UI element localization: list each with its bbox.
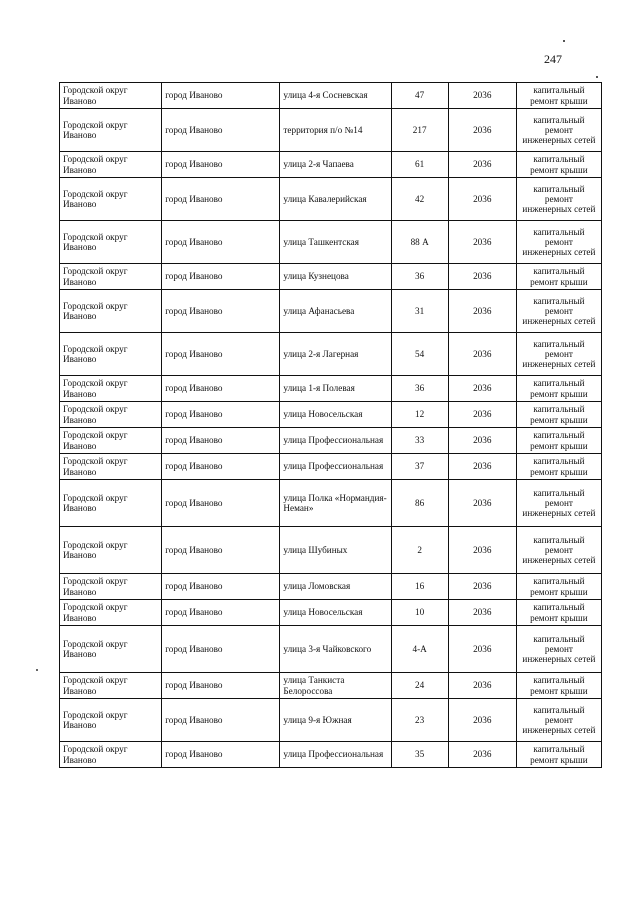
table-row: [60, 178, 602, 221]
city-cell: город Иваново: [162, 699, 280, 742]
street-cell: улица Профессиональная: [280, 428, 391, 454]
city-cell: город Иваново: [162, 600, 280, 626]
street-cell: улица Танкиста Белороссова: [280, 673, 391, 699]
work-type-cell: капитальный ремонт крыши: [516, 454, 601, 480]
house-number-cell: 2: [391, 527, 448, 574]
city-cell: город Иваново: [162, 221, 280, 264]
table-row: [60, 527, 602, 574]
year-cell: 2036: [448, 290, 516, 333]
municipality-cell: Городской округ Иваново: [60, 290, 162, 333]
table-row: [60, 83, 602, 109]
street-cell: улица Профессиональная: [280, 454, 391, 480]
house-number-cell: 54: [391, 333, 448, 376]
house-number-cell: 42: [391, 178, 448, 221]
city-cell: город Иваново: [162, 480, 280, 527]
street-cell: улица Профессиональная: [280, 742, 391, 768]
city-cell: город Иваново: [162, 376, 280, 402]
municipality-cell: Городской округ Иваново: [60, 402, 162, 428]
year-cell: 2036: [448, 402, 516, 428]
city-cell: город Иваново: [162, 290, 280, 333]
table-row: [60, 626, 602, 673]
table-row: [60, 600, 602, 626]
municipality-cell: Городской округ Иваново: [60, 109, 162, 152]
year-cell: 2036: [448, 454, 516, 480]
table-row: [60, 574, 602, 600]
municipality-cell: Городской округ Иваново: [60, 333, 162, 376]
work-type-cell: капитальный ремонт крыши: [516, 742, 601, 768]
house-number-cell: 217: [391, 109, 448, 152]
work-type-cell: капитальный ремонт инженерных сетей: [516, 178, 601, 221]
city-cell: город Иваново: [162, 454, 280, 480]
year-cell: 2036: [448, 109, 516, 152]
municipality-cell: Городской округ Иваново: [60, 264, 162, 290]
table-row: [60, 699, 602, 742]
work-type-cell: капитальный ремонт крыши: [516, 376, 601, 402]
municipality-cell: Городской округ Иваново: [60, 454, 162, 480]
city-cell: город Иваново: [162, 428, 280, 454]
table-row: [60, 428, 602, 454]
street-cell: улица Новосельская: [280, 600, 391, 626]
street-cell: улица 2-я Лагерная: [280, 333, 391, 376]
year-cell: 2036: [448, 178, 516, 221]
city-cell: город Иваново: [162, 527, 280, 574]
house-number-cell: 36: [391, 264, 448, 290]
work-type-cell: капитальный ремонт инженерных сетей: [516, 480, 601, 527]
year-cell: 2036: [448, 428, 516, 454]
street-cell: улица Кузнецова: [280, 264, 391, 290]
municipality-cell: Городской округ Иваново: [60, 221, 162, 264]
municipality-cell: Городской округ Иваново: [60, 600, 162, 626]
city-cell: город Иваново: [162, 83, 280, 109]
year-cell: 2036: [448, 376, 516, 402]
page-number: 247: [544, 52, 562, 66]
house-number-cell: 35: [391, 742, 448, 768]
municipality-cell: Городской округ Иваново: [60, 152, 162, 178]
work-type-cell: капитальный ремонт крыши: [516, 402, 601, 428]
work-type-cell: капитальный ремонт крыши: [516, 152, 601, 178]
street-cell: улица 9-я Южная: [280, 699, 391, 742]
street-cell: улица Ташкентская: [280, 221, 391, 264]
municipality-cell: Городской округ Иваново: [60, 480, 162, 527]
house-number-cell: 37: [391, 454, 448, 480]
municipality-cell: Городской округ Иваново: [60, 527, 162, 574]
street-cell: улица Ломовская: [280, 574, 391, 600]
table-row: [60, 480, 602, 527]
street-cell: улица Кавалерийская: [280, 178, 391, 221]
work-type-cell: капитальный ремонт крыши: [516, 83, 601, 109]
house-number-cell: 61: [391, 152, 448, 178]
municipality-cell: Городской округ Иваново: [60, 83, 162, 109]
work-type-cell: капитальный ремонт инженерных сетей: [516, 626, 601, 673]
year-cell: 2036: [448, 574, 516, 600]
scan-speck: [596, 76, 598, 78]
house-number-cell: 16: [391, 574, 448, 600]
year-cell: 2036: [448, 480, 516, 527]
work-type-cell: капитальный ремонт инженерных сетей: [516, 527, 601, 574]
table-body: [60, 83, 602, 768]
house-number-cell: 86: [391, 480, 448, 527]
table-row: [60, 333, 602, 376]
year-cell: 2036: [448, 152, 516, 178]
table-row: [60, 290, 602, 333]
house-number-cell: 10: [391, 600, 448, 626]
table-row: [60, 221, 602, 264]
house-number-cell: 4-А: [391, 626, 448, 673]
city-cell: город Иваново: [162, 109, 280, 152]
street-cell: улица 2-я Чапаева: [280, 152, 391, 178]
municipality-cell: Городской округ Иваново: [60, 742, 162, 768]
house-number-cell: 23: [391, 699, 448, 742]
year-cell: 2036: [448, 626, 516, 673]
house-number-cell: 88 А: [391, 221, 448, 264]
house-number-cell: 31: [391, 290, 448, 333]
table-row: [60, 376, 602, 402]
house-number-cell: 12: [391, 402, 448, 428]
house-number-cell: 33: [391, 428, 448, 454]
city-cell: город Иваново: [162, 626, 280, 673]
table-row: [60, 402, 602, 428]
work-type-cell: капитальный ремонт инженерных сетей: [516, 109, 601, 152]
year-cell: 2036: [448, 221, 516, 264]
municipality-cell: Городской округ Иваново: [60, 428, 162, 454]
year-cell: 2036: [448, 699, 516, 742]
municipality-cell: Городской округ Иваново: [60, 574, 162, 600]
municipality-cell: Городской округ Иваново: [60, 699, 162, 742]
year-cell: 2036: [448, 333, 516, 376]
city-cell: город Иваново: [162, 333, 280, 376]
street-cell: улица Новосельская: [280, 402, 391, 428]
repair-schedule-table: [59, 82, 602, 768]
work-type-cell: капитальный ремонт крыши: [516, 673, 601, 699]
municipality-cell: Городской округ Иваново: [60, 376, 162, 402]
city-cell: город Иваново: [162, 402, 280, 428]
street-cell: территория п/о №14: [280, 109, 391, 152]
scan-speck: [36, 669, 38, 671]
work-type-cell: капитальный ремонт инженерных сетей: [516, 221, 601, 264]
year-cell: 2036: [448, 673, 516, 699]
work-type-cell: капитальный ремонт крыши: [516, 264, 601, 290]
year-cell: 2036: [448, 600, 516, 626]
municipality-cell: Городской округ Иваново: [60, 626, 162, 673]
street-cell: улица 3-я Чайковского: [280, 626, 391, 673]
city-cell: город Иваново: [162, 673, 280, 699]
table-row: [60, 109, 602, 152]
street-cell: улица Полка «Нормандия-Неман»: [280, 480, 391, 527]
table-row: [60, 673, 602, 699]
street-cell: улица Афанасьева: [280, 290, 391, 333]
city-cell: город Иваново: [162, 152, 280, 178]
table-row: [60, 454, 602, 480]
street-cell: улица 4-я Сосневская: [280, 83, 391, 109]
city-cell: город Иваново: [162, 178, 280, 221]
street-cell: улица 1-я Полевая: [280, 376, 391, 402]
table-row: [60, 742, 602, 768]
year-cell: 2036: [448, 742, 516, 768]
municipality-cell: Городской округ Иваново: [60, 178, 162, 221]
year-cell: 2036: [448, 264, 516, 290]
table-row: [60, 264, 602, 290]
work-type-cell: капитальный ремонт инженерных сетей: [516, 333, 601, 376]
municipality-cell: Городской округ Иваново: [60, 673, 162, 699]
scan-speck: [563, 40, 565, 42]
house-number-cell: 24: [391, 673, 448, 699]
city-cell: город Иваново: [162, 742, 280, 768]
city-cell: город Иваново: [162, 264, 280, 290]
house-number-cell: 47: [391, 83, 448, 109]
table-row: [60, 152, 602, 178]
work-type-cell: капитальный ремонт крыши: [516, 428, 601, 454]
city-cell: город Иваново: [162, 574, 280, 600]
work-type-cell: капитальный ремонт крыши: [516, 600, 601, 626]
year-cell: 2036: [448, 527, 516, 574]
year-cell: 2036: [448, 83, 516, 109]
house-number-cell: 36: [391, 376, 448, 402]
work-type-cell: капитальный ремонт крыши: [516, 574, 601, 600]
street-cell: улица Шубиных: [280, 527, 391, 574]
work-type-cell: капитальный ремонт инженерных сетей: [516, 290, 601, 333]
work-type-cell: капитальный ремонт инженерных сетей: [516, 699, 601, 742]
